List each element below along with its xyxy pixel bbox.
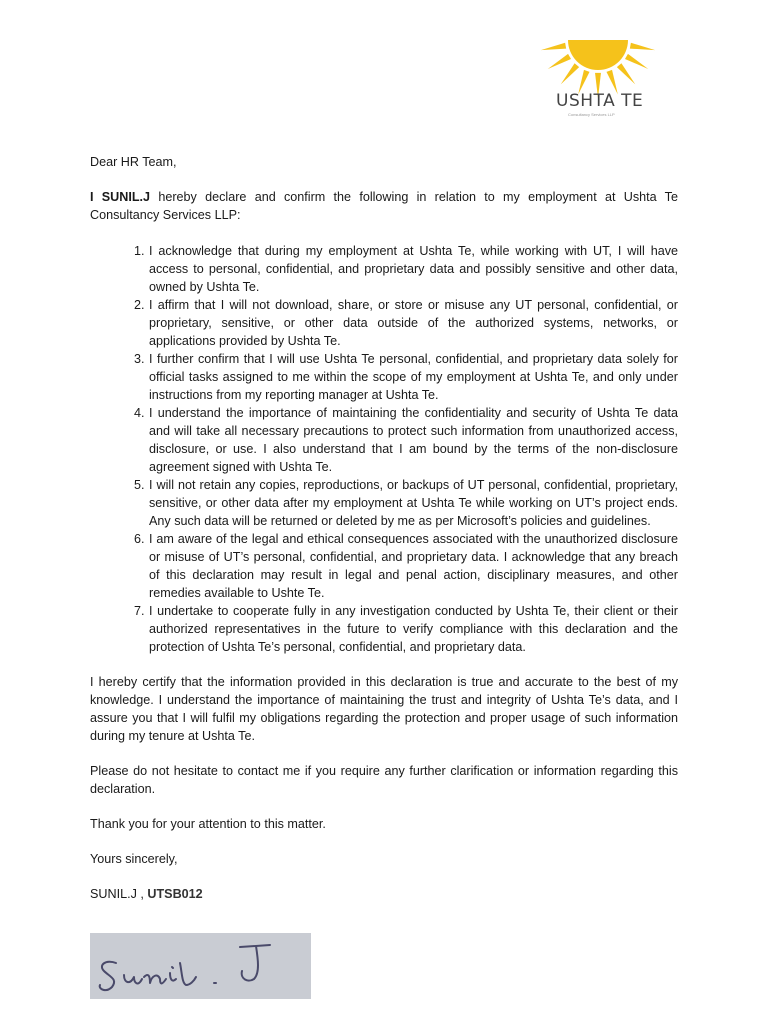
list-item: 2. I affirm that I will not download, share, or store or misuse any UT personal, confidential, or proprietary, sensitive, or other data outside of the authorized systems, networks, or applications provided by Ushta Te. bbox=[148, 296, 678, 350]
sun-ray bbox=[630, 43, 655, 50]
greeting: Dear HR Team, bbox=[90, 155, 177, 169]
contact-paragraph: Please do not hesitate to contact me if you require any further clarification or information regarding this declaration. bbox=[90, 764, 678, 796]
employee-id: UTSB012 bbox=[147, 887, 203, 901]
sun-ray bbox=[548, 54, 571, 69]
list-item: 1. I acknowledge that during my employment at Ushta Te, while working with UT, I will have access to personal, confidential, and proprietary data and possibly sensitive and other data, owned by Ushta Te. bbox=[148, 242, 678, 296]
logo-tagline: Consultancy Services LLP bbox=[568, 112, 615, 117]
signature-icon bbox=[90, 933, 311, 999]
sun-ray bbox=[617, 63, 635, 84]
intro-text: hereby declare and confirm the following in relation to my employment at Ushta Te Consultancy Services LLP: bbox=[90, 190, 678, 222]
signer-name: SUNIL.J , bbox=[90, 887, 148, 901]
closing-line: Yours sincerely, bbox=[90, 852, 178, 866]
sun-ray bbox=[561, 63, 579, 84]
company-logo bbox=[540, 40, 660, 132]
handwritten-signature bbox=[90, 933, 311, 999]
list-item: 5. I will not retain any copies, reproductions, or backups of UT personal, confidential, proprietary, sensitive, or other data after my employment at Ushta Te while working on UT’s project ends. Any such data will be returned or deleted by me as per Microsoft’s policies and guidelines. bbox=[148, 476, 678, 530]
list-item: 7. I undertake to cooperate fully in any investigation conducted by Ushta Te, their client or their authorized representatives in the future to verify compliance with this declaration and the protection of Ushta Te’s personal, confidential, and proprietary data. bbox=[148, 602, 678, 656]
letter-body bbox=[90, 153, 678, 903]
declaration-list bbox=[90, 242, 678, 656]
certification-paragraph: I hereby certify that the information provided in this declaration is true and accurate to the best of my knowledge. I understand the importance of maintaining the trust and integrity of Ushta Te’s data, and I assure you that I will fulfil my obligations regarding the protection and proper usage of such information during my tenure at Ushta Te. bbox=[90, 675, 678, 743]
sun-ray bbox=[625, 54, 648, 69]
list-item: 4. I understand the importance of maintaining the confidentiality and security of Ushta Te data and will take all necessary precautions to protect such information from unauthorized access, disclosure, or use. I also understand that I am bound by the terms of the non-disclosure agreement signed with Ushta Te. bbox=[148, 404, 678, 476]
list-item: 6. I am aware of the legal and ethical consequences associated with the unauthorized disclosure or misuse of UT’s personal, confidential, and proprietary data. I acknowledge that any breach of this declaration may result in legal and penal action, disciplinary measures, and other remedies available to Ushte Te. bbox=[148, 530, 678, 602]
logo-brand-text: USHTA TE bbox=[556, 91, 644, 111]
thanks-line: Thank you for your attention to this matter. bbox=[90, 817, 326, 831]
signer-line bbox=[90, 885, 678, 903]
intro-paragraph bbox=[90, 188, 678, 224]
declarant-name: I SUNIL.J bbox=[90, 190, 151, 204]
list-item: 3. I further confirm that I will use Ushta Te personal, confidential, and proprietary data solely for official tasks assigned to me within the scope of my employment at Ushta Te, and only under instructions from my reporting manager at Ushta Te. bbox=[148, 350, 678, 404]
sun-ray bbox=[541, 43, 566, 50]
